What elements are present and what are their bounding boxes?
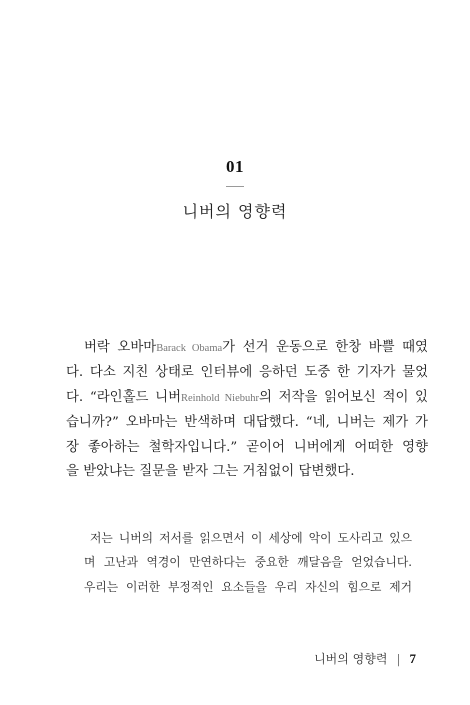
- latin-name-obama: Barack Obama: [156, 343, 223, 354]
- body-line-1-text: 버락 오바마: [84, 340, 157, 355]
- page-number: 7: [409, 651, 416, 666]
- body-line-5: 장 좋아하는 철학자입니다.” 곧이어 니버에게 어떠한 영향: [66, 439, 428, 455]
- footer-separator: |: [396, 652, 401, 666]
- quote-line-1: 저는 니버의 저서를 읽으면서 이 세상에 악이 도사리고 있으: [90, 531, 412, 545]
- body-line-6: 을 받았냐는 질문을 받자 그는 거침없이 답변했다.: [66, 464, 355, 480]
- body-line-4: 습니까?” 오바마는 반색하며 대답했다. “네, 니버는 제가 가: [66, 415, 428, 431]
- body-line-3: [66, 386, 428, 411]
- quote-line-2: 며 고난과 역경이 만연하다는 중요한 깨달음을 얻었습니다.: [84, 555, 412, 570]
- quote-line-3: 우리는 이러한 부정적인 요소들을 우리 자신의 힘으로 제거: [84, 579, 412, 594]
- chapter-divider: [226, 186, 244, 187]
- body-line-1-rest: 가 선거 운동으로 한창 바쁠 때였: [222, 340, 428, 355]
- chapter-number: 01: [226, 157, 244, 176]
- latin-name-niebuhr: Reinhold Niebuhr: [181, 392, 259, 404]
- block-quote: [84, 526, 412, 599]
- chapter-title: 니버의 영향력: [182, 202, 288, 221]
- body-line-1: [66, 336, 428, 361]
- body-line-2: 다. 다소 지친 상태로 인터뷰에 응하던 도중 한 기자가 물었: [66, 365, 428, 381]
- body-line-3-text: 다. “라인홀드 니버: [66, 389, 182, 405]
- running-footer: [314, 650, 416, 667]
- body-line-3-rest: 의 저작을 읽어보신 적이 있: [258, 389, 428, 405]
- running-title: 니버의 영향력: [314, 652, 388, 666]
- body-paragraph: [66, 336, 428, 484]
